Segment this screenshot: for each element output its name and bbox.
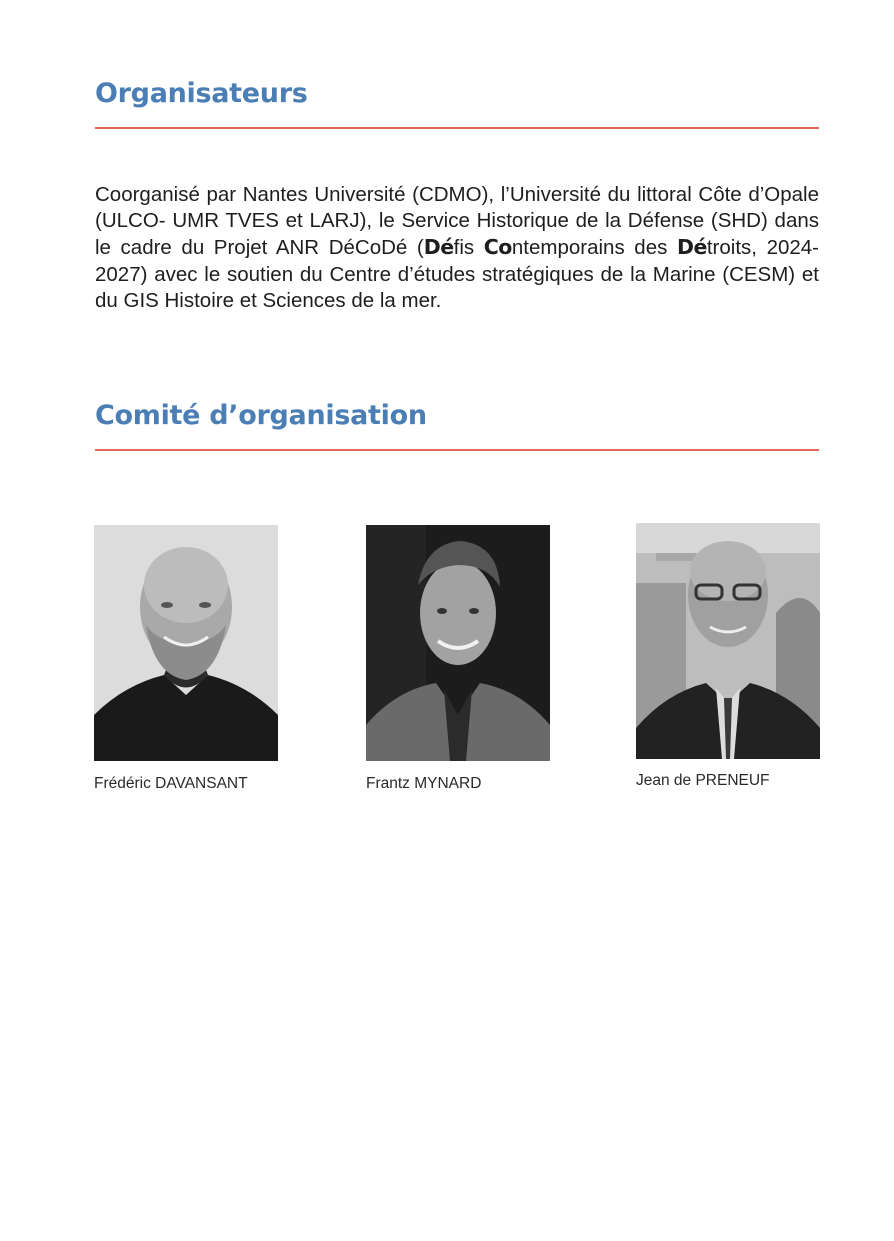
member-card-mynard <box>366 525 550 793</box>
paragraph-text-4: troits, 2024-2027) avec le soutien du Centre d’études stratégiques de la Marine (CESM) et du GIS Histoire et Sciences de la mer. <box>95 236 819 312</box>
member-name: Jean de PRENEUF <box>636 772 770 789</box>
paragraph-text-1: Coorganisé par Nantes Université (CDMO), l’Université du littoral Côte d’Opale (ULCO- UMR TVES et LARJ), le Service Historique de la Défense (SHD) dans le cadre du Projet ANR DéCoDé ( <box>95 183 819 260</box>
paragraph-text-3: ntemporains des <box>511 236 677 260</box>
portrait-image <box>366 525 550 761</box>
portrait-image <box>94 525 278 761</box>
comite-divider <box>95 449 819 451</box>
paragraph-text-2: fis <box>453 236 484 260</box>
member-card-preneuf <box>636 523 820 790</box>
member-photo-davansant <box>94 525 278 761</box>
member-photo-mynard <box>366 525 550 761</box>
paragraph-bold-3: Dé <box>676 235 707 260</box>
organisateurs-divider <box>95 127 819 129</box>
member-name: Frédéric DAVANSANT <box>94 775 248 792</box>
organisateurs-paragraph <box>95 182 819 314</box>
comite-title: Comité d’organisation <box>95 400 427 431</box>
paragraph-bold-2: Co <box>483 235 512 260</box>
member-photo-preneuf <box>636 523 820 759</box>
portrait-image <box>636 523 820 759</box>
member-card-davansant <box>94 525 278 793</box>
paragraph-bold-1: Dé <box>423 235 454 260</box>
organisateurs-title: Organisateurs <box>95 78 308 109</box>
member-name: Frantz MYNARD <box>366 775 482 792</box>
